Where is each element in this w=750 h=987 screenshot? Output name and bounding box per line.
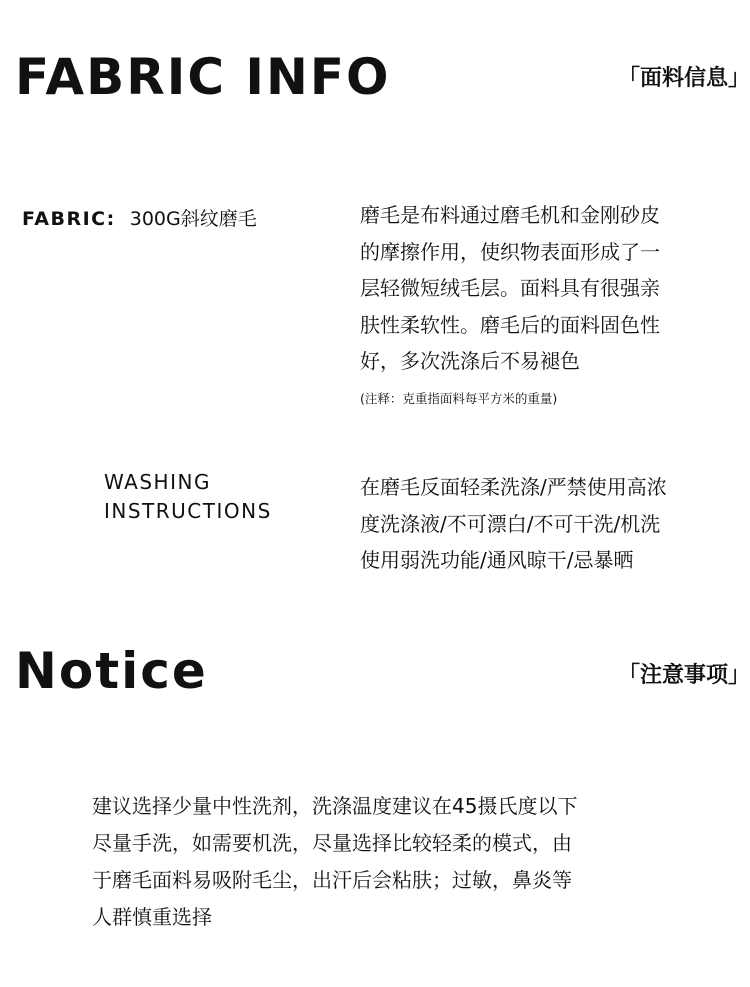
fabric-description-line: 的摩擦作用，使织物表面形成了一	[360, 239, 660, 264]
notice-line: 人群慎重选择	[92, 905, 212, 929]
washing-instructions-line: 度洗涤液/不可漂白/不可干洗/机洗	[360, 511, 661, 536]
washing-instructions-line: 在磨毛反面轻柔洗涤/严禁使用高浓	[360, 475, 667, 499]
fabric-description-line: 肤性柔软性。磨毛后的面料固色性	[360, 312, 660, 337]
fabric-description-line: 层轻微短绒毛层。面料具有很强亲	[360, 276, 660, 300]
washing-label-line: WASHING	[104, 470, 211, 494]
washing-instructions	[360, 469, 740, 579]
notice-title-cn: 「注意事项」	[617, 663, 750, 688]
notice-text	[92, 788, 712, 936]
weight-footnote: (注释：克重指面料每平方米的重量)	[360, 391, 558, 406]
fabric-label-value: 300G斜纹磨毛	[129, 208, 257, 230]
washing-instructions-line: 使用弱洗功能/通风晾干/忌暴晒	[360, 548, 634, 572]
fabric-description	[360, 197, 740, 380]
notice-title: Notice	[15, 642, 208, 700]
fabric-description-line: 好，多次洗涤后不易褪色	[360, 349, 580, 373]
fabric-label	[22, 210, 257, 229]
notice-line: 尽量手洗，如需要机洗，尽量选择比较轻柔的模式，由	[92, 831, 572, 855]
fabric-label-en: FABRIC:	[22, 208, 116, 230]
notice-line: 于磨毛面料易吸附毛尘，出汗后会粘肤；过敏，鼻炎等	[92, 868, 572, 892]
fabric-info-title: FABRIC INFO	[15, 48, 391, 106]
fabric-description-line: 磨毛是布料通过磨毛机和金刚砂皮	[360, 203, 660, 227]
washing-label	[104, 468, 272, 526]
washing-label-line: INSTRUCTIONS	[104, 499, 272, 523]
fabric-info-title-cn: 「面料信息」	[617, 66, 750, 91]
notice-line: 建议选择少量中性洗剂，洗涤温度建议在45摄氏度以下	[92, 794, 578, 818]
